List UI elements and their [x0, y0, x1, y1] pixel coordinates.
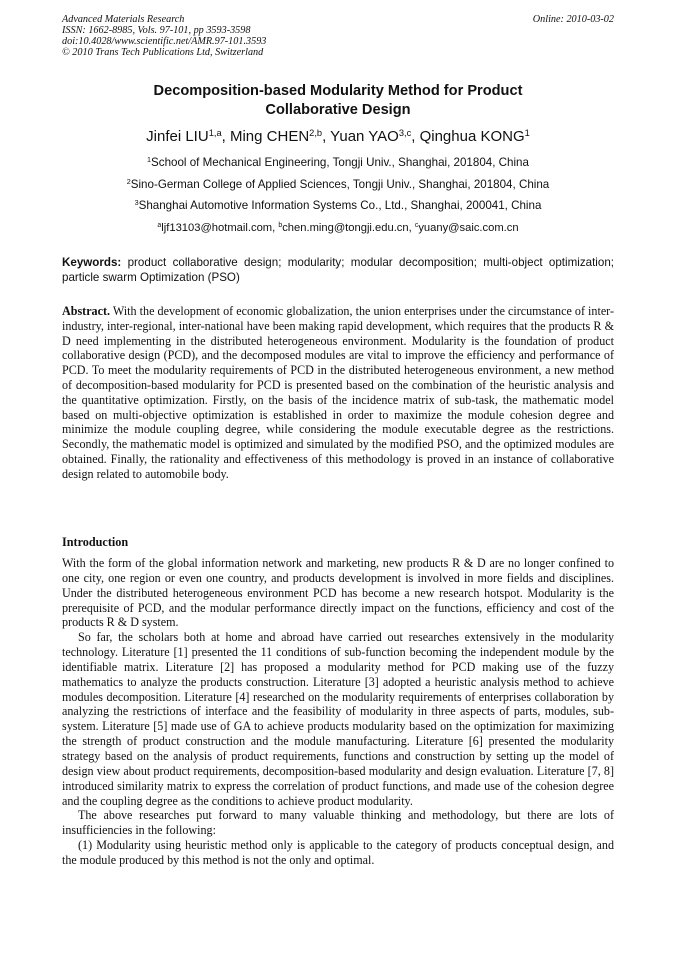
online-date: Online: 2010-03-02 — [532, 14, 614, 25]
affiliation-text: Shanghai Automotive Information Systems Co., Ltd., Shanghai, 200041, China — [138, 199, 542, 212]
affiliation-sup: 3 — [134, 198, 139, 208]
affiliation-2 — [62, 178, 614, 192]
email-sup: b — [278, 222, 283, 230]
body-paragraph: The above researches put forward to many valuable thinking and methodology, but there are lots of insufficiencies in the following: — [62, 808, 614, 838]
author-name: Ming CHEN — [229, 128, 310, 145]
author-name: Yuan YAO — [330, 128, 399, 145]
abstract-text: With the development of economic globalization, the union enterprises under the circumstance of inter-industry, inter-regional, inter-national have been making rapid development, which requires that the products R & D need implementing in the distributed heterogeneous environment. Modularity is the foundation of product collaborative design (PCD), and the decomposed modules are vital to improve the efficiency and performance of PCD. To meet the modularity requirements of PCD in the distributed heterogeneous environment, a new method of decomposition-based modularity for PCD is presented based on the combination of the heuristic analysis and the quantitative optimization. Firstly, on the basis of the incidence matrix of sub-task, the mathematic model based on multi-objective optimization is established in order to maximize the module cohesion degree and minimize the module coupling degree, while considering the module executable degree as the restrictions. Secondly, the mathematic model is optimized and simulated by the modified PSO, and the optimized modules are obtained. Finally, the rationality and effectiveness of this methodology is proved in an instance of collaborative design related to automobile body. — [62, 304, 614, 481]
doi-line: doi:10.4028/www.scientific.net/AMR.97-101.3593 — [62, 36, 267, 47]
affiliation-3 — [62, 199, 614, 213]
body-paragraph: With the form of the global information network and marketing, new products R & D are no longer confined to one city, one region or even one country, and products development is involved in more fields and disciplines. Under the distributed heterogeneous environment PCD has become a new research hotspot. Modularity is the prerequisite of PCD, and the modular performance directly impact on the functions, efficiency and cost of the products R & D system. — [62, 556, 614, 630]
author-sup: 1 — [524, 127, 530, 138]
paper-title — [62, 82, 614, 120]
journal-header — [62, 14, 614, 58]
keywords-text: product collaborative design; modularity; modular decomposition; multi-object optimization; particle swarm Optimization (PSO) — [62, 256, 614, 284]
body-paragraph: So far, the scholars both at home and abroad have carried out researches extensively in the modularity technology. Literature [1] presented the 11 conditions of sub-function becoming the independent module by the identifiable matrix. Literature [2] has proposed a modularity method for PCD making use of the fuzzy mathematics to analyze the products construction. Literature [3] adopted a heuristic analysis method to achieve modules decomposition. Literature [4] researched on the modularity requirements of enterprises collaboration by analyzing the restrictions of interface and the feasibility of modularity in three aspects of parts, modules, sub-system. Literature [5] made use of GA to achieve products modularity based on the optimization for maximizing the strength of product construction and the module manufacturing. Literature [6] presented the modularity strategy based on the analysis of product requirements, functions and construction by setting up the model of design view about product requirements, decomposition-based modularity and design evaluation. Literature [7, 8] introduced similarity matrix to express the correlation of product functions, and made use of the cohesion degree and the coupling degree as the conditions to achieve product modularity. — [62, 630, 614, 808]
abstract-label: Abstract. — [62, 304, 111, 318]
keywords-block — [62, 256, 614, 285]
email-address[interactable]: yuany@saic.com.cn — [418, 222, 519, 234]
title-line-1: Decomposition-based Modularity Method for Product — [153, 83, 523, 99]
body-paragraph: (1) Modularity using heuristic method only is applicable to the category of products conceptual design, and the module produced by this method is not the only and optimal. — [62, 838, 614, 867]
author-sep: , — [411, 128, 420, 145]
affiliation-text: School of Mechanical Engineering, Tongji Univ., Shanghai, 201804, China — [151, 156, 529, 169]
email-address[interactable]: chen.ming@tongji.edu.cn, — [282, 222, 415, 234]
affiliation-text: Sino-German College of Applied Sciences, Tongji Univ., Shanghai, 201804, China — [130, 178, 550, 191]
email-sup: c — [414, 222, 419, 230]
author-name: Qinghua KONG — [419, 128, 525, 145]
copyright-line: © 2010 Trans Tech Publications Ltd, Switzerland — [62, 47, 264, 58]
author-sep: , — [322, 128, 331, 145]
email-address[interactable]: ljf13103@hotmail.com, — [161, 222, 279, 234]
author-sup: 2,b — [309, 127, 323, 138]
affiliation-1 — [62, 156, 614, 170]
email-sup: a — [157, 222, 162, 230]
keywords-label: Keywords: — [62, 256, 122, 269]
author-sep: , — [221, 128, 230, 145]
affiliation-sup: 1 — [147, 155, 152, 165]
author-sup: 3,c — [398, 127, 412, 138]
author-list — [62, 128, 614, 146]
introduction-body — [62, 556, 614, 868]
issn-line: ISSN: 1662-8985, Vols. 97-101, pp 3593-3598 — [62, 25, 251, 36]
affiliation-sup: 2 — [126, 177, 131, 187]
abstract-block — [62, 304, 614, 482]
journal-name: Advanced Materials Research — [62, 14, 185, 25]
section-heading-introduction: Introduction — [62, 535, 129, 549]
author-sup: 1,a — [208, 127, 222, 138]
title-line-2: Collaborative Design — [265, 102, 411, 118]
email-list — [62, 221, 614, 235]
author-name: Jinfei LIU — [146, 128, 209, 145]
